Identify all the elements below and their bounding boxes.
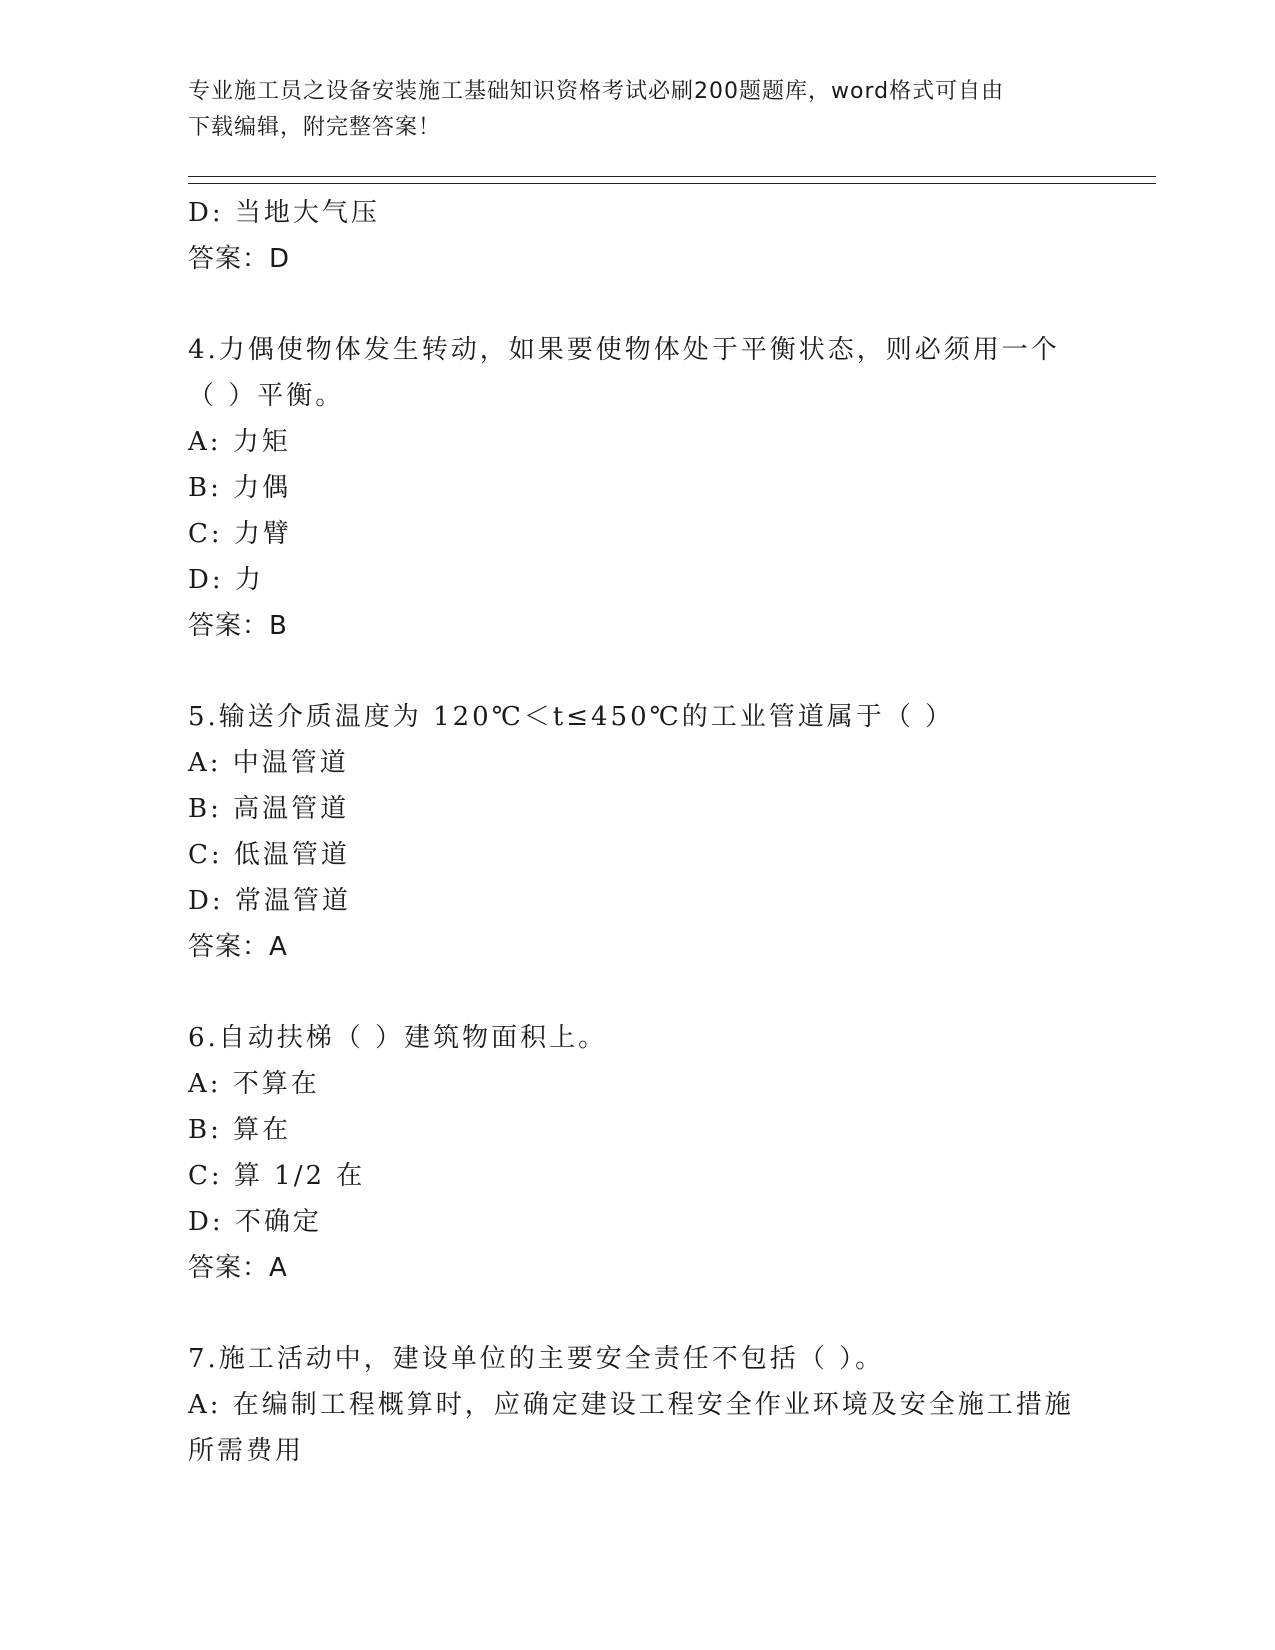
question-7 xyxy=(188,1336,1088,1474)
answer: 答案：D xyxy=(188,244,291,274)
question-stem: 5.输送介质温度为 120℃＜t≤450℃的工业管道属于（ ） xyxy=(188,702,954,732)
document-header xyxy=(188,74,1088,146)
question-4 xyxy=(188,327,1088,649)
option-a: A: 在编制工程概算时，应确定建设工程安全作业环境及安全施工措施 xyxy=(188,1390,1074,1420)
option-a: A: 中温管道 xyxy=(188,748,349,778)
option-d: D: 常温管道 xyxy=(188,886,351,916)
option-c: C: 算 1/2 在 xyxy=(188,1161,366,1191)
spacer xyxy=(188,1291,1088,1336)
spacer xyxy=(188,649,1088,694)
question-3-tail xyxy=(188,190,1088,282)
answer: 答案：B xyxy=(188,611,288,641)
header-title-line-1: 专业施工员之设备安装施工基础知识资格考试必刷200题题库，word格式可自由 xyxy=(188,79,1005,104)
header-divider-top xyxy=(188,176,1156,177)
question-6 xyxy=(188,1015,1088,1291)
option-b: B: 算在 xyxy=(188,1115,292,1145)
option-b: B: 力偶 xyxy=(188,473,292,503)
option-d: D: 当地大气压 xyxy=(188,198,380,228)
option-c: C: 力臂 xyxy=(188,519,292,549)
question-stem-continued: （ ）平衡。 xyxy=(188,381,345,411)
spacer xyxy=(188,970,1088,1015)
answer: 答案：A xyxy=(188,1253,288,1283)
option-a-continued: 所需费用 xyxy=(188,1436,305,1466)
option-a: A: 不算在 xyxy=(188,1069,320,1099)
question-5 xyxy=(188,694,1088,970)
option-c: C: 低温管道 xyxy=(188,840,350,870)
option-b: B: 高温管道 xyxy=(188,794,350,824)
question-list xyxy=(188,190,1088,1474)
option-d: D: 力 xyxy=(188,565,264,595)
option-a: A: 力矩 xyxy=(188,427,291,457)
header-divider-bottom xyxy=(188,183,1156,184)
answer: 答案：A xyxy=(188,932,288,962)
question-stem: 4.力偶使物体发生转动，如果要使物体处于平衡状态，则必须用一个 xyxy=(188,335,1060,365)
question-stem: 7.施工活动中，建设单位的主要安全责任不包括（ ）。 xyxy=(188,1344,885,1374)
option-d: D: 不确定 xyxy=(188,1207,322,1237)
header-title-line-2: 下载编辑，附完整答案！ xyxy=(188,115,442,140)
spacer xyxy=(188,282,1088,327)
question-stem: 6.自动扶梯（ ）建筑物面积上。 xyxy=(188,1023,608,1053)
